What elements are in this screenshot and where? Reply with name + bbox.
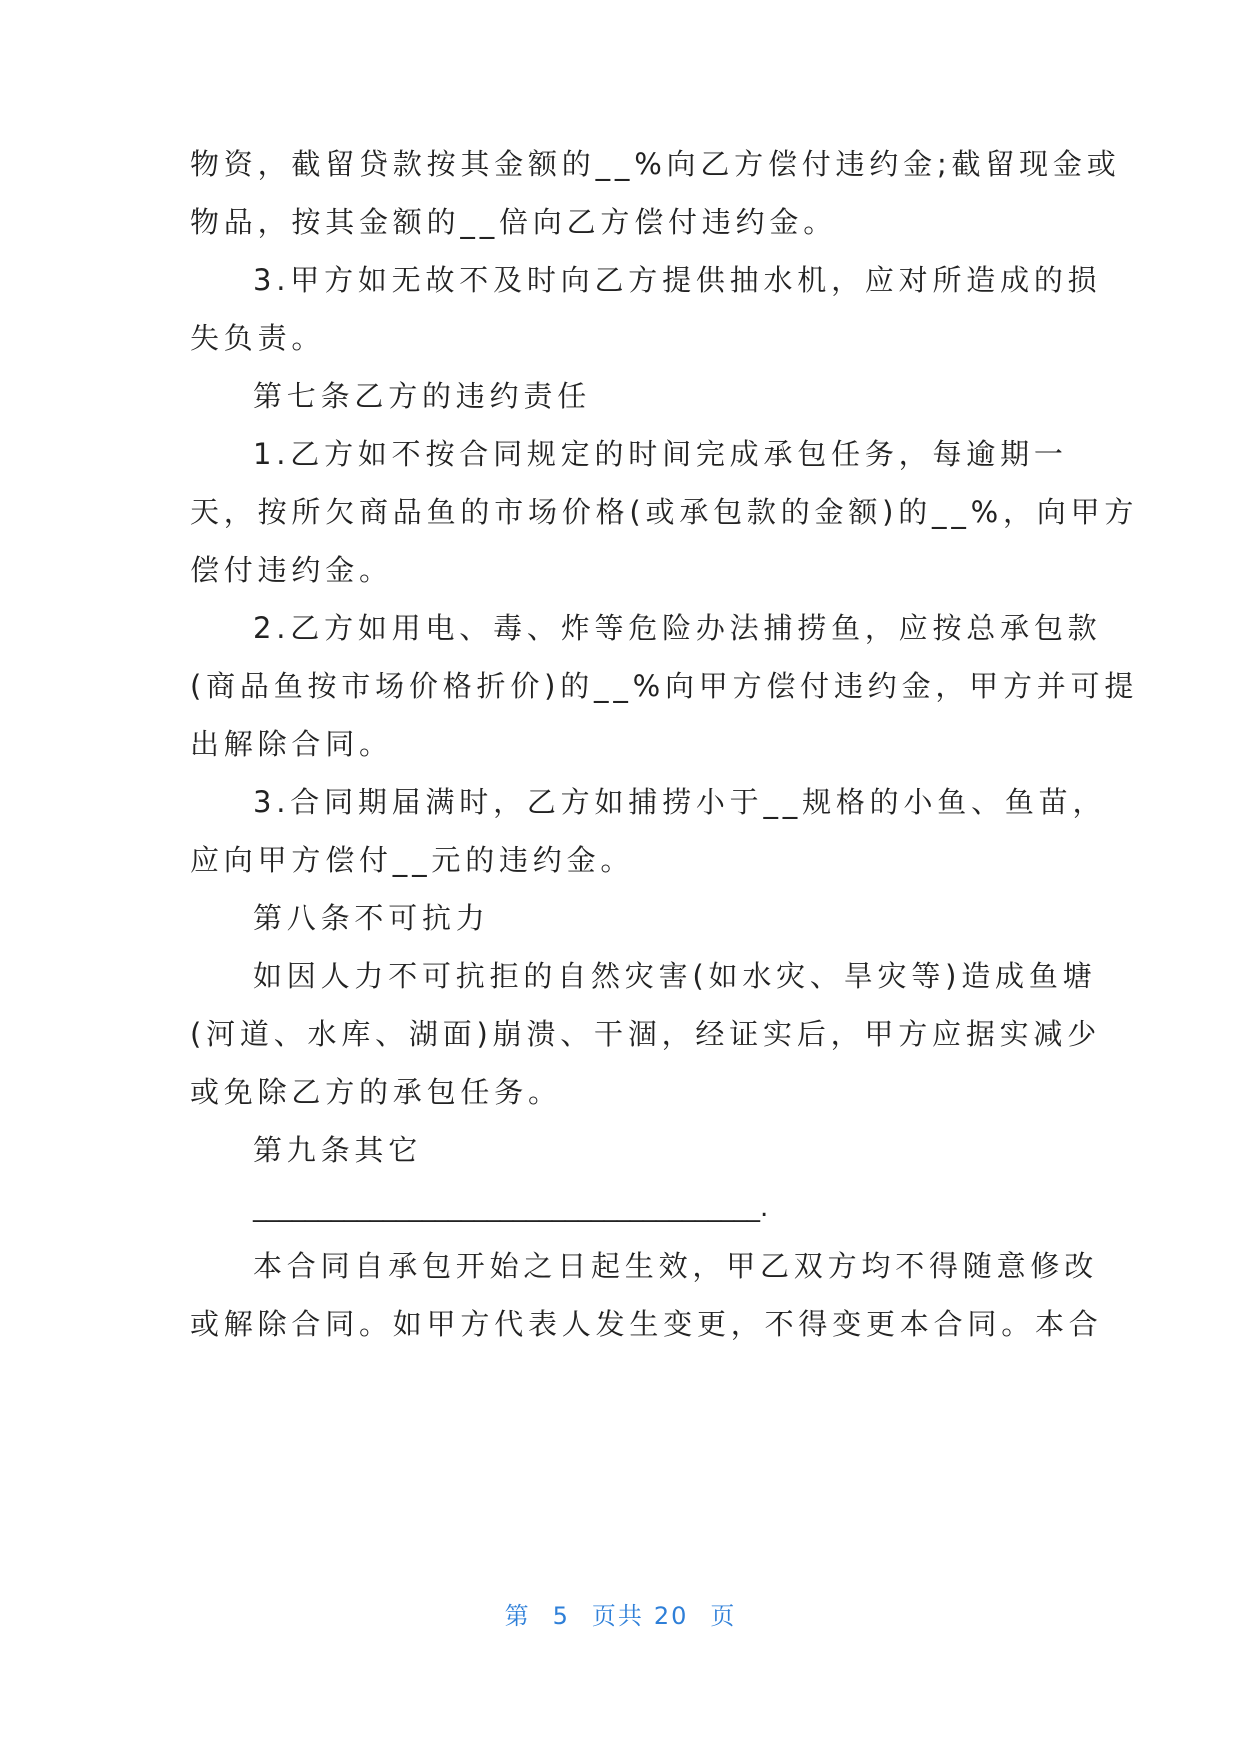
blank-fill-line: _______________________________________. xyxy=(253,1193,769,1223)
paragraph-line: 出解除合同。 xyxy=(190,727,393,761)
paragraph-line: 1.乙方如不按合同规定的时间完成承包任务，每逾期一 xyxy=(253,437,1068,471)
paragraph-line: 应向甲方偿付__元的违约金。 xyxy=(190,843,635,877)
paragraph-line: 物品，按其金额的__倍向乙方偿付违约金。 xyxy=(190,205,838,239)
footer-suffix: 页 xyxy=(710,1602,737,1630)
paragraph-line: 天，按所欠商品鱼的市场价格(或承包款的金额)的__%，向甲方 xyxy=(190,495,1139,529)
section-heading: 第七条乙方的违约责任 xyxy=(253,379,592,413)
footer-prefix: 第 xyxy=(504,1602,531,1630)
paragraph-line: 失负责。 xyxy=(190,321,326,355)
paragraph-line: 如因人力不可抗拒的自然灾害(如水灾、旱灾等)造成鱼塘 xyxy=(253,959,1097,993)
paragraph-line: 3.甲方如无故不及时向乙方提供抽水机，应对所造成的损 xyxy=(253,263,1102,297)
section-heading: 第九条其它 xyxy=(253,1133,423,1167)
paragraph-line: (河道、水库、湖面)崩溃、干涸，经证实后，甲方应据实减少 xyxy=(190,1017,1102,1051)
paragraph-line: 或解除合同。如甲方代表人发生变更，不得变更本合同。本合 xyxy=(190,1307,1103,1341)
paragraph-line: 本合同自承包开始之日起生效，甲乙双方均不得随意修改 xyxy=(253,1249,1099,1283)
paragraph-line: 或免除乙方的承包任务。 xyxy=(190,1075,562,1109)
paragraph-line: 3.合同期届满时，乙方如捕捞小于__规格的小鱼、鱼苗， xyxy=(253,785,1107,819)
page-footer xyxy=(0,1600,1241,1632)
paragraph-line: 偿付违约金。 xyxy=(190,553,393,587)
paragraph-line: 物资，截留贷款按其金额的__%向乙方偿付违约金;截留现金或 xyxy=(190,147,1121,181)
footer-current-page: 5 xyxy=(552,1602,570,1630)
footer-total-pages: 20 xyxy=(653,1602,689,1630)
paragraph-line: 2.乙方如用电、毒、炸等危险办法捕捞鱼，应按总承包款 xyxy=(253,611,1102,645)
footer-middle: 页共 xyxy=(591,1602,644,1630)
paragraph-line: (商品鱼按市场价格折价)的__%向甲方偿付违约金，甲方并可提 xyxy=(190,669,1139,703)
section-heading: 第八条不可抗力 xyxy=(253,901,490,935)
